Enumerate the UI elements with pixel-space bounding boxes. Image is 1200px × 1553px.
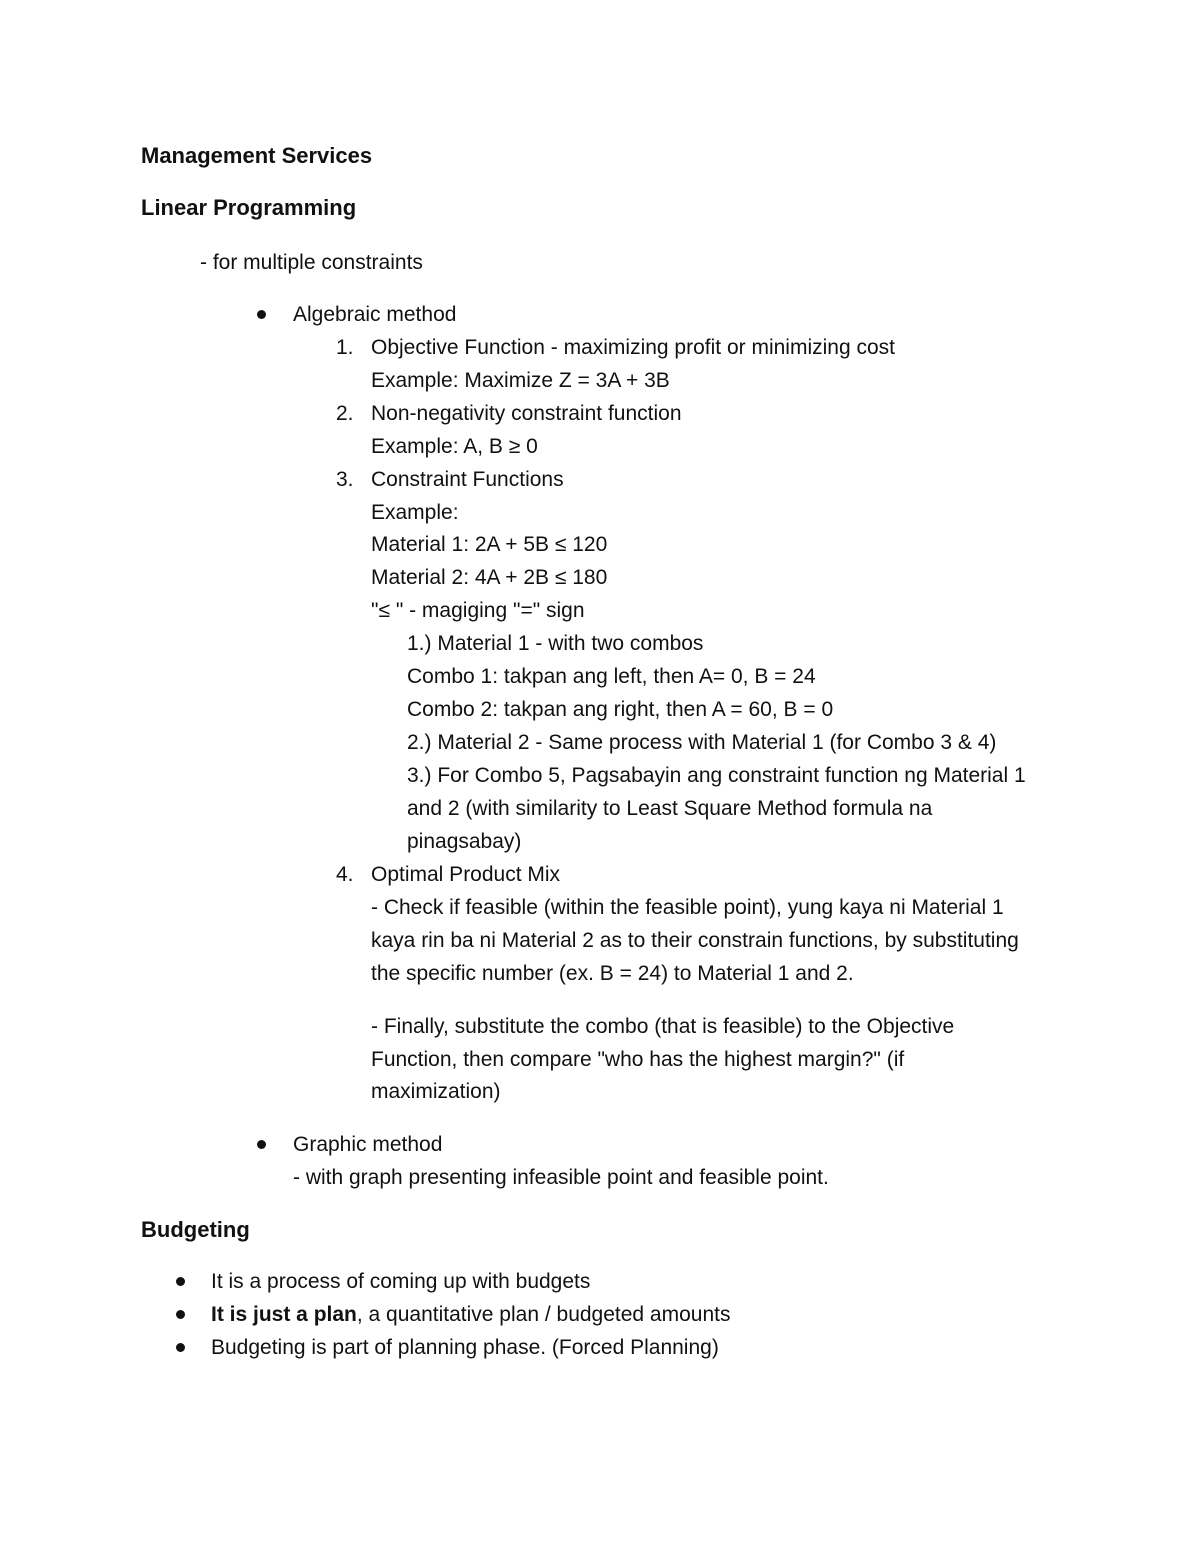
list-item-line: Example: A, B ≥ 0 xyxy=(371,435,538,458)
list-item-line: Example: xyxy=(371,501,459,524)
page-title: Management Services xyxy=(141,143,373,168)
list-item-line: Objective Function - maximizing profit or minimizing cost xyxy=(371,336,895,359)
list-item-line: kaya rin ba ni Material 2 as to their constrain functions, by substituting xyxy=(371,929,1019,952)
sub-item-line: 1.) Material 1 - with two combos xyxy=(407,632,704,655)
list-item-line: - Finally, substitute the combo (that is feasible) to the Objective xyxy=(371,1015,955,1038)
bullet-text: Budgeting is part of planning phase. (Forced Planning) xyxy=(211,1336,719,1359)
sub-item-line: and 2 (with similarity to Least Square Method formula na xyxy=(407,797,933,820)
list-item-line: Function, then compare "who has the highest margin?" (if xyxy=(371,1048,905,1071)
list-item-line: the specific number (ex. B = 24) to Material 1 and 2. xyxy=(371,962,854,985)
bold-text: It is just a plan xyxy=(211,1303,357,1326)
bullet-icon xyxy=(176,1343,185,1352)
list-item-line: Non-negativity constraint function xyxy=(371,402,682,425)
list-item-line: Optimal Product Mix xyxy=(371,863,561,886)
list-number: 3. xyxy=(336,468,354,491)
bullet-icon xyxy=(257,310,266,319)
list-item-line: Example: Maximize Z = 3A + 3B xyxy=(371,369,670,392)
list-number: 4. xyxy=(336,863,354,886)
budgeting-bullet xyxy=(211,1331,719,1364)
bullet-icon xyxy=(257,1140,266,1149)
bullet-text: , a quantitative plan / budgeted amounts xyxy=(356,1303,731,1326)
list-number: 2. xyxy=(336,402,354,425)
bullet-icon xyxy=(176,1310,185,1319)
section-heading-budgeting: Budgeting xyxy=(141,1217,250,1242)
list-number: 1. xyxy=(336,336,354,359)
graphic-method-note: - with graph presenting infeasible point and feasible point. xyxy=(293,1166,829,1189)
list-item-line: - Check if feasible (within the feasible point), yung kaya ni Material 1 xyxy=(371,896,1004,919)
sub-item-line: 2.) Material 2 - Same process with Material 1 (for Combo 3 & 4) xyxy=(407,731,997,754)
bullet-text: It is a process of coming up with budgets xyxy=(211,1270,591,1293)
bullet-icon xyxy=(176,1277,185,1286)
lp-note: - for multiple constraints xyxy=(200,251,423,274)
sub-item-line: 3.) For Combo 5, Pagsabayin ang constraint function ng Material 1 xyxy=(407,764,1026,787)
algebraic-method-label: Algebraic method xyxy=(293,303,457,326)
budgeting-bullet xyxy=(211,1298,730,1331)
list-item-line: Material 1: 2A + 5B ≤ 120 xyxy=(371,533,608,556)
section-heading-linear-programming: Linear Programming xyxy=(141,195,357,220)
list-item-line: Material 2: 4A + 2B ≤ 180 xyxy=(371,566,608,589)
list-item-line: "≤ " - magiging "=" sign xyxy=(371,599,585,622)
list-item-line: maximization) xyxy=(371,1080,501,1103)
sub-item-line: Combo 2: takpan ang right, then A = 60, B = 0 xyxy=(407,698,834,721)
sub-item-line: pinagsabay) xyxy=(407,830,522,853)
graphic-method-label: Graphic method xyxy=(293,1133,443,1156)
sub-item-line: Combo 1: takpan ang left, then A= 0, B = 24 xyxy=(407,665,816,688)
list-item-line: Constraint Functions xyxy=(371,468,564,491)
budgeting-bullet xyxy=(211,1265,590,1298)
